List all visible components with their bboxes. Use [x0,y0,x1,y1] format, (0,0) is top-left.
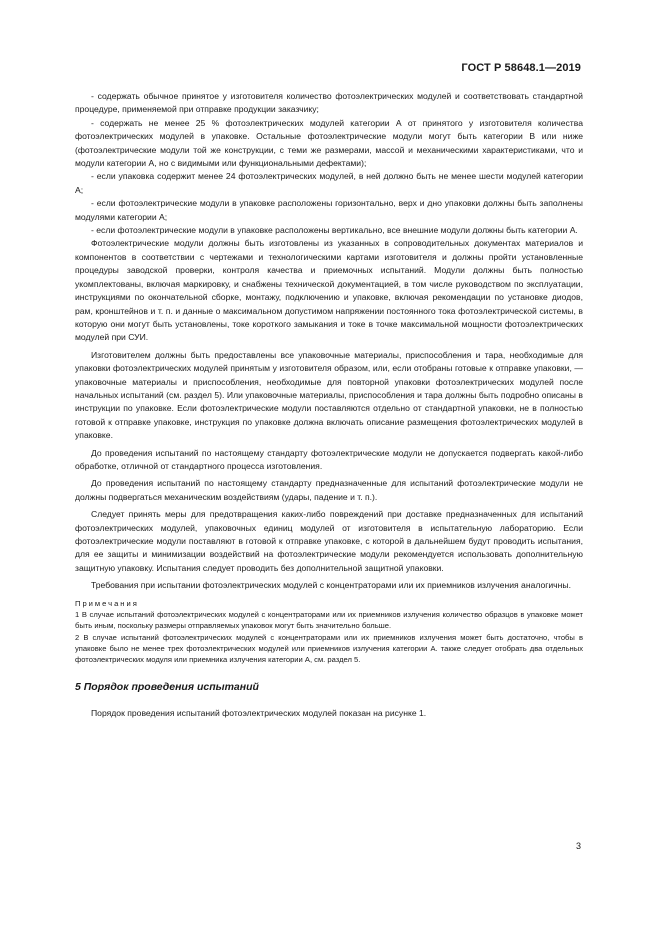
page-number: 3 [575,841,581,851]
bullet-item: - если фотоэлектрические модули в упаковке расположены горизонтально, верх и дно упаковки должны быть заполнены модулями категории А; [75,198,583,222]
document-body [75,90,583,720]
bullet-item: - если фотоэлектрические модули в упаковке расположены вертикально, все внешние модули должны быть категории А. [91,225,578,236]
paragraph: Следует принять меры для предотвращения каких-либо повреждений при доставке предназначенных для испытаний фотоэлектрических модулей, упаковочных единиц модулей от изготовителя в испытательную лабораторию. Если фотоэлектрические модули поставляют в готовой к отправке упаковке, с которой в дальнейшем будут проводить испытания, для ее защиты и минимизации воздействий на фотоэлектрические модули рекомендуется использовать дополнительную защитную упаковку. Испытания следует проводить без дополнительной защитной упаковки. [75,509,583,573]
note-item: 1 В случае испытаний фотоэлектрических модулей с концентраторами или их приемников излучения количество образцов в упаковке может быть иным, поскольку размеры отправляемых упаковок могут быть значительно больше. [75,609,583,631]
bullet-item: - если упаковка содержит менее 24 фотоэлектрических модулей, в ней должно быть не менее шести модулей категории А; [75,171,583,195]
section-text: Порядок проведения испытаний фотоэлектрических модулей показан на рисунке 1. [91,707,427,718]
standard-header: ГОСТ Р 58648.1—2019 [461,62,581,74]
notes-title: Примечания [75,598,139,608]
notes-block [75,598,583,666]
paragraph: Изготовителем должны быть предоставлены все упаковочные материалы, приспособления и тара, необходимые для упаковки фотоэлектрических модулей принятым у изготовителя образом, или, если отобраны готовые к отправке упаковки, — упаковочные материалы и приспособления, необходимые для повторной упаковки фотоэлектрических модулей после начальных испытаний (см. раздел 5). Или упаковочные материалы, приспособления и тара должны быть подробно описаны в инструкции по упаковке. Если фотоэлектрические модули поставляются отдельно от стандартной упаковки, не в полностью готовой к отправке упаковке, инструкция по упаковке должна включать описание размещения фотоэлектрических модулей в упаковке. [75,349,583,441]
bullet-item: - содержать не менее 25 % фотоэлектрических модулей категории А от принятого у изготовителя количества фотоэлектрических модулей в упаковке. Остальные фотоэлектрические модули могут быть категории В или ниже (фотоэлектрические модули той же конструкции, с теми же размерами, массой и механическими характеристиками, что и модули категории А, но с видимыми или функциональными дефектами); [75,117,583,169]
section-title: 5 Порядок проведения испытаний [75,681,259,694]
bullet-item: - содержать обычное принятое у изготовителя количество фотоэлектрических модулей и соответствовать стандартной процедуре, применяемой при отправке продукции заказчику; [75,91,583,115]
paragraph: До проведения испытаний по настоящему стандарту предназначенные для испытаний фотоэлектрические модули не должны подвергаться механическим воздействиям (удары, падение и т. п.). [75,478,583,502]
paragraph: Фотоэлектрические модули должны быть изготовлены из указанных в сопроводительных документах материалов и компонентов в соответствии с чертежами и технологическими картами изготовителя и должны пройти установленные процедуры заводской проверки, контроля качества и приемочных испытаний. Модули должны быть полностью укомплектованы, включая маркировку, и снабжены технической документацией, в том числе руководством по эксплуатации, инструкциями по окончательной сборке, монтажу, подключению и упаковке, включая рекомендации по установке диодов, рам, кронштейнов и т. п. и данные о максимальном допустимом напряжении постоянного тока фотоэлектрической системы, в которую они могут быть установлены, токе короткого замыкания и токе в точке максимальной мощности фотоэлектрических модулей при СУИ. [75,238,583,343]
paragraph: Требования при испытании фотоэлектрических модулей с концентраторами или их приемников излучения аналогичны. [91,580,571,591]
note-item: 2 В случае испытаний фотоэлектрических модулей с концентраторами или их приемников излучения может быть достаточно, чтобы в упаковке было не менее трех фотоэлектрических модулей или приемников излучения категории А. также следует отобрать два отдельных фотоэлектрических модуля или приемника излучения категории А, см. раздел 5. [75,632,583,665]
paragraph: До проведения испытаний по настоящему стандарту фотоэлектрические модули не допускается подвергать какой-либо обработке, отличной от стандартного процесса изготовления. [75,447,583,471]
